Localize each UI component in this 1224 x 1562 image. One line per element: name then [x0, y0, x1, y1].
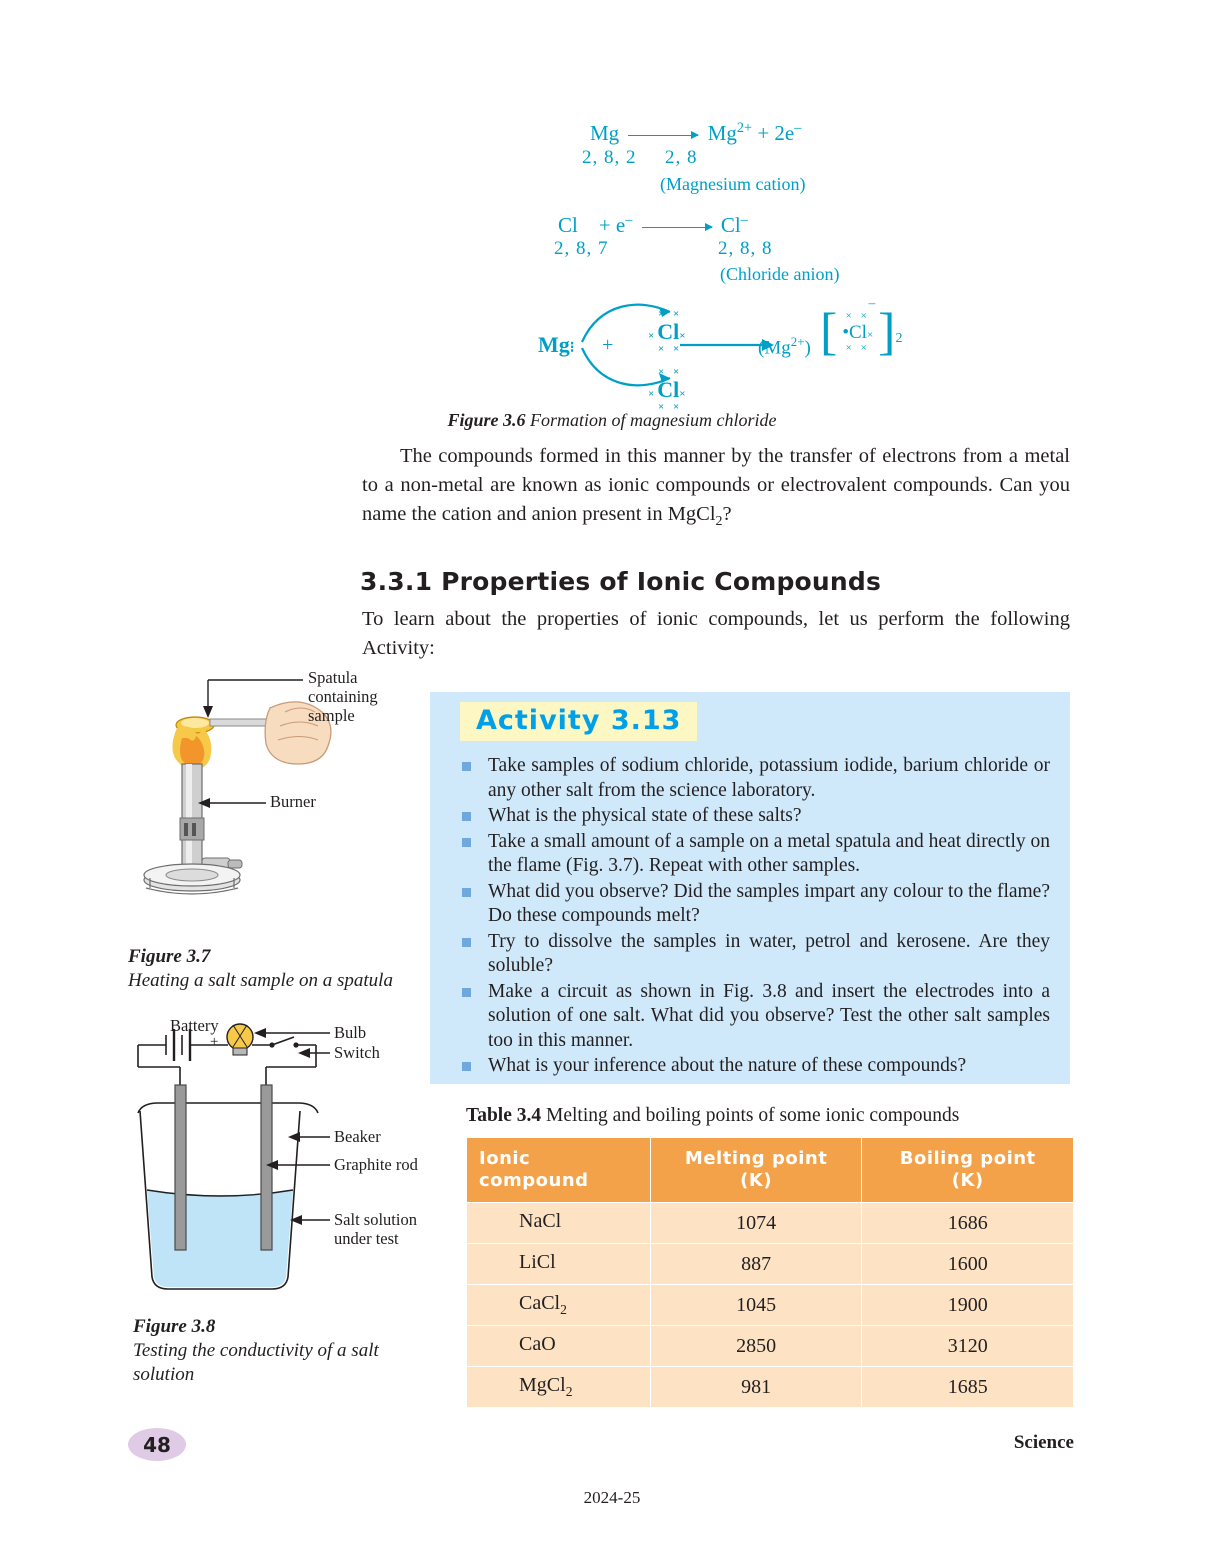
- lewis-anion-label: Cl: [848, 322, 867, 343]
- list-item: What is the physical state of these salts?: [458, 804, 1050, 829]
- lewis-product-open: (Mg: [758, 337, 791, 359]
- eq2-config-left: 2, 8, 7: [554, 238, 609, 259]
- label-battery: Battery: [170, 1016, 219, 1035]
- column-header-boiling: [862, 1138, 1074, 1203]
- lewis-plus-sign: +: [602, 334, 614, 356]
- table-row: [467, 1244, 1074, 1285]
- figure-3-6-text: Formation of magnesium chloride: [530, 410, 777, 430]
- cell-compound: [467, 1244, 651, 1285]
- column-header-melting: [650, 1138, 862, 1203]
- cell-melting-point: 981: [650, 1367, 862, 1408]
- col2-line1: Melting point: [684, 1148, 828, 1169]
- lewis-product-charge: 2+: [790, 334, 805, 349]
- electron-dots: × ×: [845, 310, 870, 322]
- eq2-caption: (Chloride anion): [720, 264, 840, 284]
- label-burner: Burner: [270, 792, 316, 811]
- list-item: Make a circuit as shown in Fig. 3.8 and insert the electrodes into a solution of one salt. What did you observe? Test the other salt samples too in this manner.: [458, 980, 1050, 1054]
- compound-subscript: 2: [565, 1384, 573, 1399]
- col2-line2: (K): [740, 1170, 773, 1191]
- label-graphite-rod: Graphite rod: [334, 1155, 418, 1174]
- lewis-chlorine-top: × × ×Cl× × ×: [648, 308, 689, 355]
- label-spatula: [308, 668, 420, 725]
- cell-compound: [467, 1326, 651, 1367]
- footer-subject: Science: [1013, 1432, 1074, 1453]
- eq1-config-left: 2, 8, 2: [582, 147, 637, 168]
- figure-3-8-label: Figure 3.8: [133, 1316, 216, 1337]
- electron-dots: × ×: [658, 366, 683, 378]
- eq2-product: Cl: [720, 213, 741, 237]
- compound-name: MgCl: [519, 1374, 566, 1396]
- cell-boiling-point: 1686: [862, 1203, 1074, 1244]
- cell-compound: [467, 1367, 651, 1408]
- figure-3-8-caption: [133, 1315, 413, 1387]
- eq1-electron: + 2e: [757, 121, 795, 145]
- lewis-chlorine-bottom: × × ×Cl× × ×: [648, 366, 689, 413]
- paragraph-ionic-compounds: [362, 442, 1070, 536]
- table-body: [467, 1203, 1074, 1408]
- label-bulb: Bulb: [334, 1023, 367, 1042]
- list-item: Take a small amount of a sample on a metal spatula and heat directly on the flame (Fig. 3.7). Repeat with other samples.: [458, 830, 1050, 879]
- activity-title: Activity 3.13: [460, 702, 697, 741]
- eq2-electron-charge: –: [625, 212, 633, 228]
- cell-boiling-point: 1900: [862, 1285, 1074, 1326]
- label-salt-line2: under test: [334, 1229, 399, 1248]
- compound-subscript: 2: [560, 1302, 567, 1317]
- table-row: [467, 1203, 1074, 1244]
- cell-melting-point: 2850: [650, 1326, 862, 1367]
- list-item: What did you observe? Did the samples impart any colour to the flame? Do these compounds melt?: [458, 880, 1050, 929]
- cell-melting-point: 1045: [650, 1285, 862, 1326]
- cell-boiling-point: 1600: [862, 1244, 1074, 1285]
- compound-name: NaCl: [519, 1210, 562, 1232]
- label-spatula-line2: containing sample: [308, 687, 378, 725]
- lewis-structure-diagram: [530, 290, 930, 413]
- lewis-cl-label: Cl: [657, 377, 680, 402]
- section-heading: 3.3.1 Properties of Ionic Compounds: [360, 567, 882, 596]
- paragraph-activity-intro: To learn about the properties of ionic compounds, let us perform the following Activity:: [362, 608, 1070, 659]
- compound-name: LiCl: [519, 1251, 556, 1273]
- lewis-product-cation: [758, 334, 811, 359]
- eq1-config-right: 2, 8: [665, 147, 698, 168]
- activity-box: [430, 692, 1070, 1084]
- table-row: [467, 1285, 1074, 1326]
- figure-3-7-label: Figure 3.7: [128, 946, 211, 967]
- lewis-product-anion: [ × × •Cl× × × ]$_2^-$: [820, 295, 903, 361]
- table-label: Table 3.4: [466, 1105, 542, 1126]
- paragraph-subscript: 2: [715, 514, 723, 530]
- list-item: Try to dissolve the samples in water, petrol and kerosene. Are they soluble?: [458, 930, 1050, 979]
- compound-name: CaO: [519, 1333, 556, 1355]
- table-title: [466, 1105, 1076, 1127]
- eq2-config-right: 2, 8, 8: [718, 238, 773, 259]
- figure-3-7-illustration: [120, 668, 420, 938]
- cell-melting-point: 1074: [650, 1203, 862, 1244]
- figure-3-6-caption: [0, 410, 1224, 431]
- label-spatula-line1: Spatula: [308, 668, 358, 687]
- electron-dots: × ×: [658, 401, 683, 413]
- eq1-caption: (Magnesium cation): [660, 174, 806, 194]
- lewis-mg-label: Mg: [538, 332, 570, 357]
- table-row: [467, 1326, 1074, 1367]
- figure-3-8-text: Testing the conductivity of a salt solution: [133, 1340, 379, 1385]
- figure-3-6-label: Figure 3.6: [447, 410, 526, 430]
- eq1-product: Mg: [707, 121, 737, 145]
- figure-3-7-text: Heating a salt sample on a spatula: [128, 970, 393, 991]
- eq1-product-charge: 2+: [736, 120, 753, 136]
- label-beaker: Beaker: [334, 1127, 381, 1146]
- col1-line2: compound: [479, 1170, 589, 1191]
- paragraph-text: The compounds formed in this manner by the transfer of electrons from a metal to a non-metal are known as ionic compounds or electrovalent compounds. Can you name the cation and anion present in MgCl: [362, 445, 1070, 525]
- label-switch: Switch: [334, 1043, 380, 1062]
- cell-boiling-point: 1685: [862, 1367, 1074, 1408]
- eq1-reactant: Mg: [590, 121, 620, 145]
- eq2-reactant: Cl: [558, 213, 578, 237]
- electron-dots: × ×: [658, 343, 683, 355]
- electron-dots: × ×: [658, 308, 683, 320]
- equation-magnesium: [590, 120, 801, 146]
- table-header: [467, 1138, 1074, 1203]
- arrow-icon: [642, 227, 712, 228]
- eq2-electron: + e: [598, 213, 626, 237]
- equation-chlorine: [558, 212, 748, 238]
- eq1-electron-charge: –: [794, 120, 802, 136]
- page-number-badge: 48: [128, 1428, 186, 1461]
- ionic-compounds-table: [466, 1137, 1074, 1408]
- list-item: Take samples of sodium chloride, potassium iodide, barium chloride or any other salt from the science laboratory.: [458, 754, 1050, 803]
- cell-compound: [467, 1203, 651, 1244]
- lewis-cl-label: Cl: [657, 319, 680, 344]
- col3-line1: Boiling point: [899, 1148, 1036, 1169]
- arrow-icon: [628, 135, 698, 136]
- table-title-text: Melting and boiling points of some ionic compounds: [546, 1105, 960, 1126]
- activity-list: [458, 754, 1050, 1080]
- electron-dots: × ×: [845, 342, 870, 354]
- figure-3-7-caption: [128, 945, 408, 993]
- lewis-subscript: 2: [895, 331, 903, 347]
- lewis-product-close: ): [804, 337, 811, 359]
- table-header-row: [467, 1138, 1074, 1203]
- compound-name: CaCl: [519, 1292, 561, 1314]
- label-salt-solution: [334, 1210, 417, 1248]
- lewis-mg-atom: Mg⁝: [538, 332, 575, 357]
- list-item: What is your inference about the nature of these compounds?: [458, 1054, 1050, 1079]
- paragraph-text-end: ?: [722, 503, 732, 525]
- cell-boiling-point: 3120: [862, 1326, 1074, 1367]
- lewis-anion-charge: –: [868, 295, 876, 311]
- footer-year: 2024-25: [583, 1488, 641, 1507]
- label-salt-line1: Salt solution: [334, 1210, 417, 1229]
- cell-compound: [467, 1285, 651, 1326]
- column-header-compound: [467, 1138, 651, 1203]
- figure-3-8-illustration: [120, 1015, 440, 1315]
- table-row: [467, 1367, 1074, 1408]
- col1-line1: Ionic: [479, 1148, 531, 1169]
- col3-line2: (K): [951, 1170, 984, 1191]
- label-battery-plus: +: [210, 1034, 219, 1050]
- cell-melting-point: 887: [650, 1244, 862, 1285]
- eq2-product-charge: –: [740, 212, 748, 228]
